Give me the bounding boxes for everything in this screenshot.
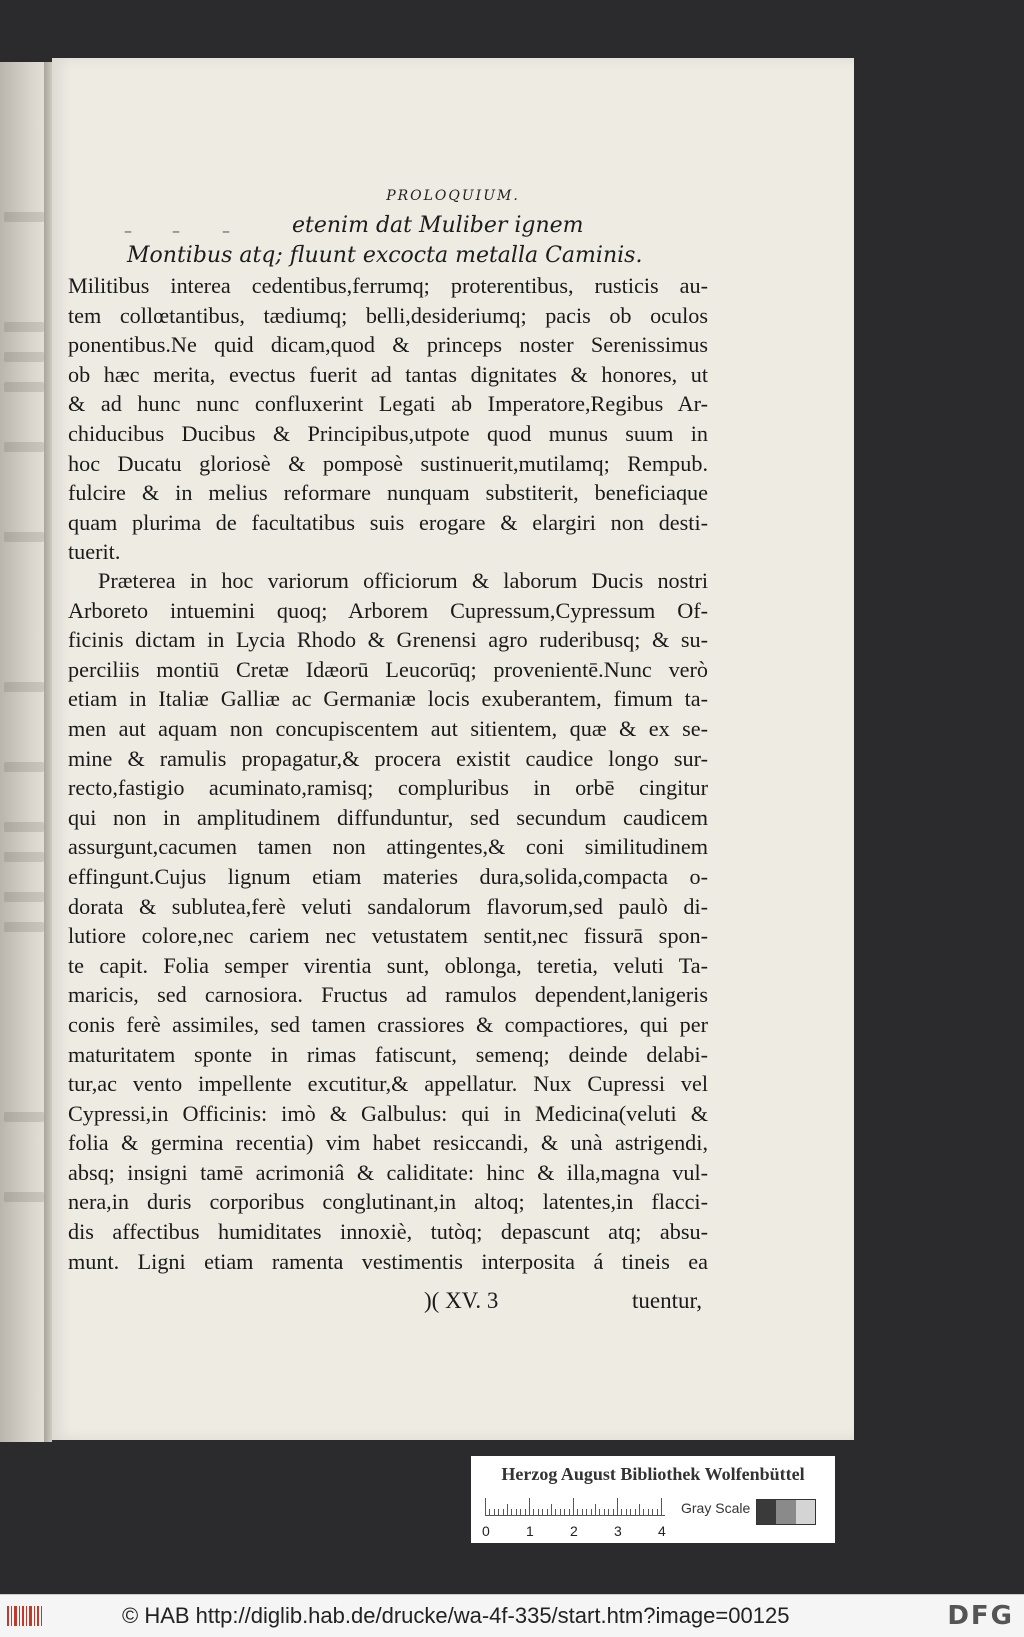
text-line: qui non in amplitudinem diffunduntur, sed secundum caudicem <box>68 804 708 830</box>
previous-page-text-fragment <box>4 822 44 832</box>
previous-page-text-fragment <box>4 1192 44 1202</box>
gray-swatch <box>776 1500 795 1524</box>
text-line: ponentibus.Ne quid dicam,quod & princeps noster Serenissimus <box>68 332 708 358</box>
previous-page-text-fragment <box>4 532 44 542</box>
ruler-tick <box>485 1498 486 1516</box>
text-line: recto,fastigio acuminato,ramisq; compluribus in orbē cingitur <box>68 775 708 801</box>
verse-line: etenim dat Muliber ignem <box>292 213 584 238</box>
gray-scale-label: Gray Scale <box>681 1500 751 1516</box>
verse-line: Montibus atq; fluunt excocta metalla Caminis. <box>127 243 643 268</box>
ruler-tick <box>494 1509 495 1516</box>
hab-barcode-logo-icon <box>6 1603 46 1629</box>
ornament-dash: – <box>222 221 230 240</box>
running-head: PROLOQUIUM. <box>386 188 520 204</box>
text-line: chiducibus Ducibus & Principibus,utpote quod munus suum in <box>68 420 708 446</box>
previous-page-text-fragment <box>4 212 44 222</box>
footer-bar <box>0 1594 1024 1637</box>
ruler-tick <box>542 1509 543 1516</box>
text-line: maturitatem sponte in rimas fatiscunt, semenq; deinde delabi- <box>68 1041 708 1067</box>
previous-page-text-fragment <box>4 1112 44 1122</box>
dfg-logo: DFG <box>947 1601 1014 1631</box>
ruler-tick <box>564 1509 565 1516</box>
text-line: hoc Ducatu gloriosè & pomposè sustinuerit,mutilamq; Rempub. <box>68 450 708 476</box>
ornament-dash: – <box>172 221 180 240</box>
ruler-tick <box>595 1504 596 1516</box>
gray-swatch <box>757 1500 776 1524</box>
text-line: dorata & sublutea,ferè veluti sandalorum flavorum,sed paulò di- <box>68 893 708 919</box>
text-line: nera,in duris corporibus conglutinant,in altoq; latentes,in flacci- <box>68 1189 708 1215</box>
ruler-tick <box>657 1509 658 1516</box>
text-line: tur,ac vento impellente excutitur,& appellatur. Nux Cupressi vel <box>68 1071 708 1097</box>
ruler-tick <box>643 1509 644 1516</box>
ruler-number: 3 <box>614 1523 622 1539</box>
ruler-tick <box>573 1498 574 1516</box>
ruler-tick <box>547 1509 548 1516</box>
ruler-tick <box>577 1509 578 1516</box>
text-line: tuerit. <box>68 539 121 565</box>
ruler-tick <box>555 1509 556 1516</box>
text-line: ficinis dictam in Lycia Rhodo & Grenensi agro ruderibusq; & su- <box>68 627 708 653</box>
ruler-tick <box>569 1509 570 1516</box>
text-line: ob hæc merita, evectus fuerit ad tantas dignitates & honores, ut <box>68 361 708 387</box>
ruler-tick <box>529 1498 530 1516</box>
measurement-ruler <box>485 1498 665 1516</box>
text-line: munt. Ligni etiam ramenta vestimentis interposita á tineis ea <box>68 1248 708 1274</box>
text-line: conis ferè assimiles, sed tamen crassiores & compactiores, qui per <box>68 1011 708 1037</box>
ruler-number: 4 <box>658 1523 666 1539</box>
text-line: Arboreto intuemini quoq; Arborem Cupressum,Cypressum Of- <box>68 597 708 623</box>
text-line: effingunt.Cujus lignum etiam materies dura,solida,compacta o- <box>68 863 708 889</box>
copyright-url[interactable]: © HAB http://diglib.hab.de/drucke/wa-4f-335/start.htm?image=00125 <box>122 1603 790 1628</box>
text-line: perciliis montiū Cretæ Idæorū Leucorūq; provenientē.Nunc verò <box>68 656 708 682</box>
ruler-tick <box>533 1509 534 1516</box>
ruler-tick <box>648 1509 649 1516</box>
previous-page-text-fragment <box>4 762 44 772</box>
catchword: tuentur, <box>632 1288 702 1313</box>
ruler-tick <box>613 1509 614 1516</box>
ruler-number: 2 <box>570 1523 578 1539</box>
calibration-card-title: Herzog August Bibliothek Wolfenbüttel <box>501 1464 805 1484</box>
ruler-tick <box>617 1498 618 1516</box>
text-line: & ad hunc nunc confluxerint Legati ab Imperatore,Regibus Ar- <box>68 391 708 417</box>
ruler-tick <box>599 1509 600 1516</box>
previous-page-text-fragment <box>4 852 44 862</box>
signature-mark: )( XV. 3 <box>424 1288 499 1313</box>
gray-scale-swatches <box>756 1499 816 1525</box>
ruler-tick <box>551 1504 552 1516</box>
text-line: fulcire & in melius reformare nunquam substiterit, beneficiaque <box>68 480 708 506</box>
text-line: quam plurima de facultatibus suis erogare & elargiri non desti- <box>68 509 708 535</box>
ruler-tick <box>661 1498 662 1516</box>
text-line: folia & germina recentia) vim habet resiccandi, & unà astrigendi, <box>68 1130 708 1156</box>
previous-page-text-fragment <box>4 442 44 452</box>
text-line: Præterea in hoc variorum officiorum & laborum Ducis nostri <box>98 568 708 593</box>
ruler-tick <box>489 1509 490 1516</box>
text-line: mine & ramulis propagatur,& procera existit caudice longo sur- <box>68 745 708 771</box>
paragraph-1 <box>68 271 708 567</box>
text-line: dis affectibus humiditates innoxiè, tutòq; depascunt atq; absu- <box>68 1219 708 1245</box>
previous-page-text-fragment <box>4 892 44 902</box>
previous-page-text-fragment <box>4 382 44 392</box>
ruler-tick <box>507 1504 508 1516</box>
ruler-tick <box>520 1509 521 1516</box>
ruler-tick <box>511 1509 512 1516</box>
previous-page-text-fragment <box>4 682 44 692</box>
ruler-tick <box>538 1509 539 1516</box>
ruler-tick <box>498 1509 499 1516</box>
text-line: men aut aquam non concupiscentem aut sitientem, quæ & ex se- <box>68 715 708 741</box>
ruler-tick <box>525 1509 526 1516</box>
ruler-tick <box>626 1509 627 1516</box>
ruler-tick <box>503 1509 504 1516</box>
ruler-tick <box>604 1509 605 1516</box>
ruler-tick <box>639 1504 640 1516</box>
ruler-number: 1 <box>526 1523 534 1539</box>
paragraph-2 <box>68 566 708 1276</box>
previous-page-text-fragment <box>4 322 44 332</box>
text-line: etiam in Italiæ Galliæ ac Germaniæ locis exuberantem, fimum ta- <box>68 686 708 712</box>
previous-page-text-fragment <box>4 922 44 932</box>
text-line: maricis, sed carnosiora. Fructus ad ramulos dependent,lanigeris <box>68 982 708 1008</box>
calibration-card <box>471 1456 835 1543</box>
ruler-tick <box>652 1509 653 1516</box>
text-line: te capit. Folia semper virentia sunt, oblonga, teretia, veluti Ta- <box>68 952 708 978</box>
gray-swatch <box>796 1500 815 1524</box>
ruler-number: 0 <box>482 1523 490 1539</box>
previous-page-text-fragment <box>4 352 44 362</box>
text-line: assurgunt,cacumen tamen non attingentes,& coni similitudinem <box>68 834 708 860</box>
ruler-tick <box>582 1509 583 1516</box>
text-line: tem collœtantibus, tædiumq; belli,desideriumq; pacis ob oculos <box>68 302 708 328</box>
text-line: absq; insigni tamē acrimoniâ & caliditate: hinc & illa,magna vul- <box>68 1159 708 1185</box>
ornament-dash: – <box>124 221 132 240</box>
text-line: Cypressi,in Officinis: imò & Galbulus: qui in Medicina(veluti & <box>68 1100 708 1126</box>
text-line: Militibus interea cedentibus,ferrumq; proterentibus, rusticis au- <box>68 273 708 298</box>
ruler-tick <box>635 1509 636 1516</box>
book-page <box>52 58 854 1440</box>
ruler-tick <box>630 1509 631 1516</box>
ruler-tick <box>608 1509 609 1516</box>
ruler-tick <box>560 1509 561 1516</box>
ruler-tick <box>516 1509 517 1516</box>
ruler-tick <box>591 1509 592 1516</box>
ruler-tick <box>586 1509 587 1516</box>
text-line: lutiore colore,nec cariem nec vetustatem sentit,nec fissurā spon- <box>68 923 708 949</box>
ruler-tick <box>621 1509 622 1516</box>
